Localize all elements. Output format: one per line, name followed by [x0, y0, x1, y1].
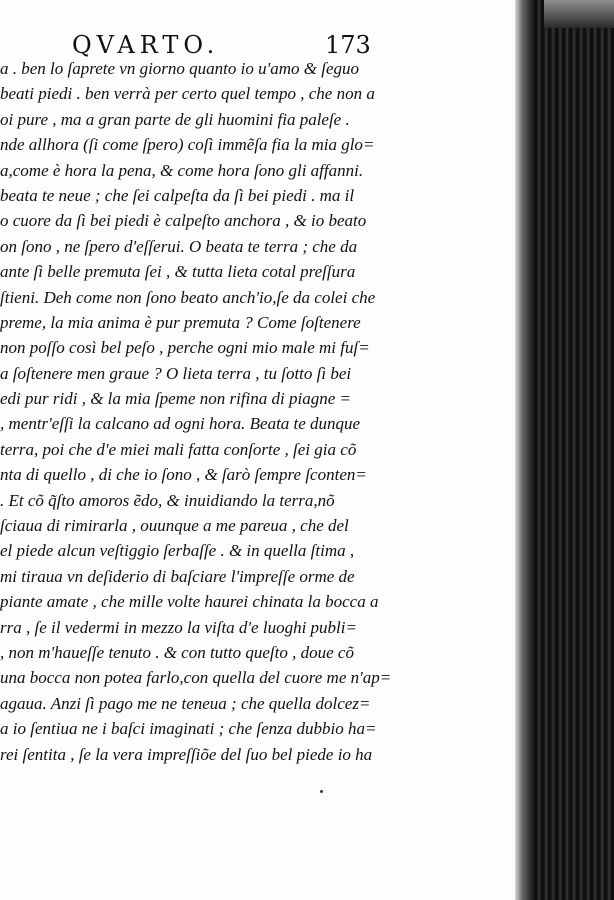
background-corner	[544, 0, 614, 28]
text-line: a . ben lo ſaprete vn giorno quanto io u'amo & ſeguo	[0, 59, 360, 78]
text-line: una bocca non potea farlo,con quella del cuore me n'ap=	[0, 668, 392, 688]
text-line: terra, poi che d'e miei mali fatta conſorte , ſei gia cõ	[0, 439, 357, 459]
text-line: preme, la mia anima è pur premuta ? Come ſoſtenere	[0, 312, 361, 332]
text-line: edi pur ridi , & la mia ſpeme non rifina di piagne =	[0, 389, 351, 409]
text-line: a,come è hora la pena, & come hora ſono gli affanni.	[0, 160, 364, 180]
running-head: QVARTO.	[72, 31, 220, 59]
text-line: on ſono , ne ſpero d'eſſerui. O beata te terra ; che da	[0, 236, 358, 256]
text-line: ſciaua di rimirarla , ouunque a me pareua , che del	[0, 516, 349, 536]
text-line: . Et cõ q̃ſto amoros ẽdo, & inuidiando la terra,nõ	[0, 490, 335, 510]
text-line: non poſſo così bel peſo , perche ogni mio male mi fuſ=	[0, 338, 370, 358]
text-line: rei ſentita , ſe la vera impreſſiõe del ſuo bel piede io ha	[0, 744, 373, 764]
text-line: , mentr'eſſi la calcano ad ogni hora. Beata te dunque	[0, 414, 361, 434]
text-line: mi tiraua vn deſiderio di baſciare l'impreſſe orme de	[0, 566, 355, 586]
text-line: ſtieni. Deh come non ſono beato anch'io,ſe da colei che	[0, 287, 376, 307]
text-line: a ſoſtenere men graue ? O lieta terra , tu ſotto ſì bei	[0, 363, 352, 383]
text-line: a io ſentiua ne i baſci imaginati ; che ſenza dubbio ha=	[0, 719, 377, 739]
text-line: nde allhora (ſi come ſpero) coſì immẽſa fia la mia glo=	[0, 135, 375, 155]
text-line: beati piedi . ben verrà per certo quel tempo , che non a	[0, 84, 375, 104]
body-text	[0, 56, 410, 767]
text-line: piante amate , che mille volte haurei chinata la bocca a	[0, 592, 379, 612]
page-number: 173	[325, 31, 371, 59]
text-line: oi pure , ma a gran parte de gli huomini fia paleſe .	[0, 109, 350, 129]
text-line: o cuore da ſì bei piedi è calpeſto anchora , & io beato	[0, 211, 367, 231]
text-line: ante ſì belle premuta ſei , & tutta lieta cotal preſſura	[0, 262, 356, 282]
ink-speck	[320, 790, 323, 793]
text-line: rra , ſe il vedermi in mezzo la viſta d'e luoghi publi=	[0, 617, 357, 637]
text-line: agaua. Anzi ſì pago me ne teneua ; che quella dolcez=	[0, 693, 371, 713]
text-line: beata te neue ; che ſei calpeſta da ſì bei piedi . ma il	[0, 185, 355, 205]
text-line: , non m'haueſſe tenuto . & con tutto queſto , doue cõ	[0, 642, 354, 662]
book-page-edges	[515, 0, 614, 900]
text-line: el piede alcun veſtiggio ſerbaſſe . & in quella ſtima ,	[0, 541, 355, 561]
text-line: nta di quello , di che io ſono , & ſarò ſempre ſconten=	[0, 465, 367, 485]
